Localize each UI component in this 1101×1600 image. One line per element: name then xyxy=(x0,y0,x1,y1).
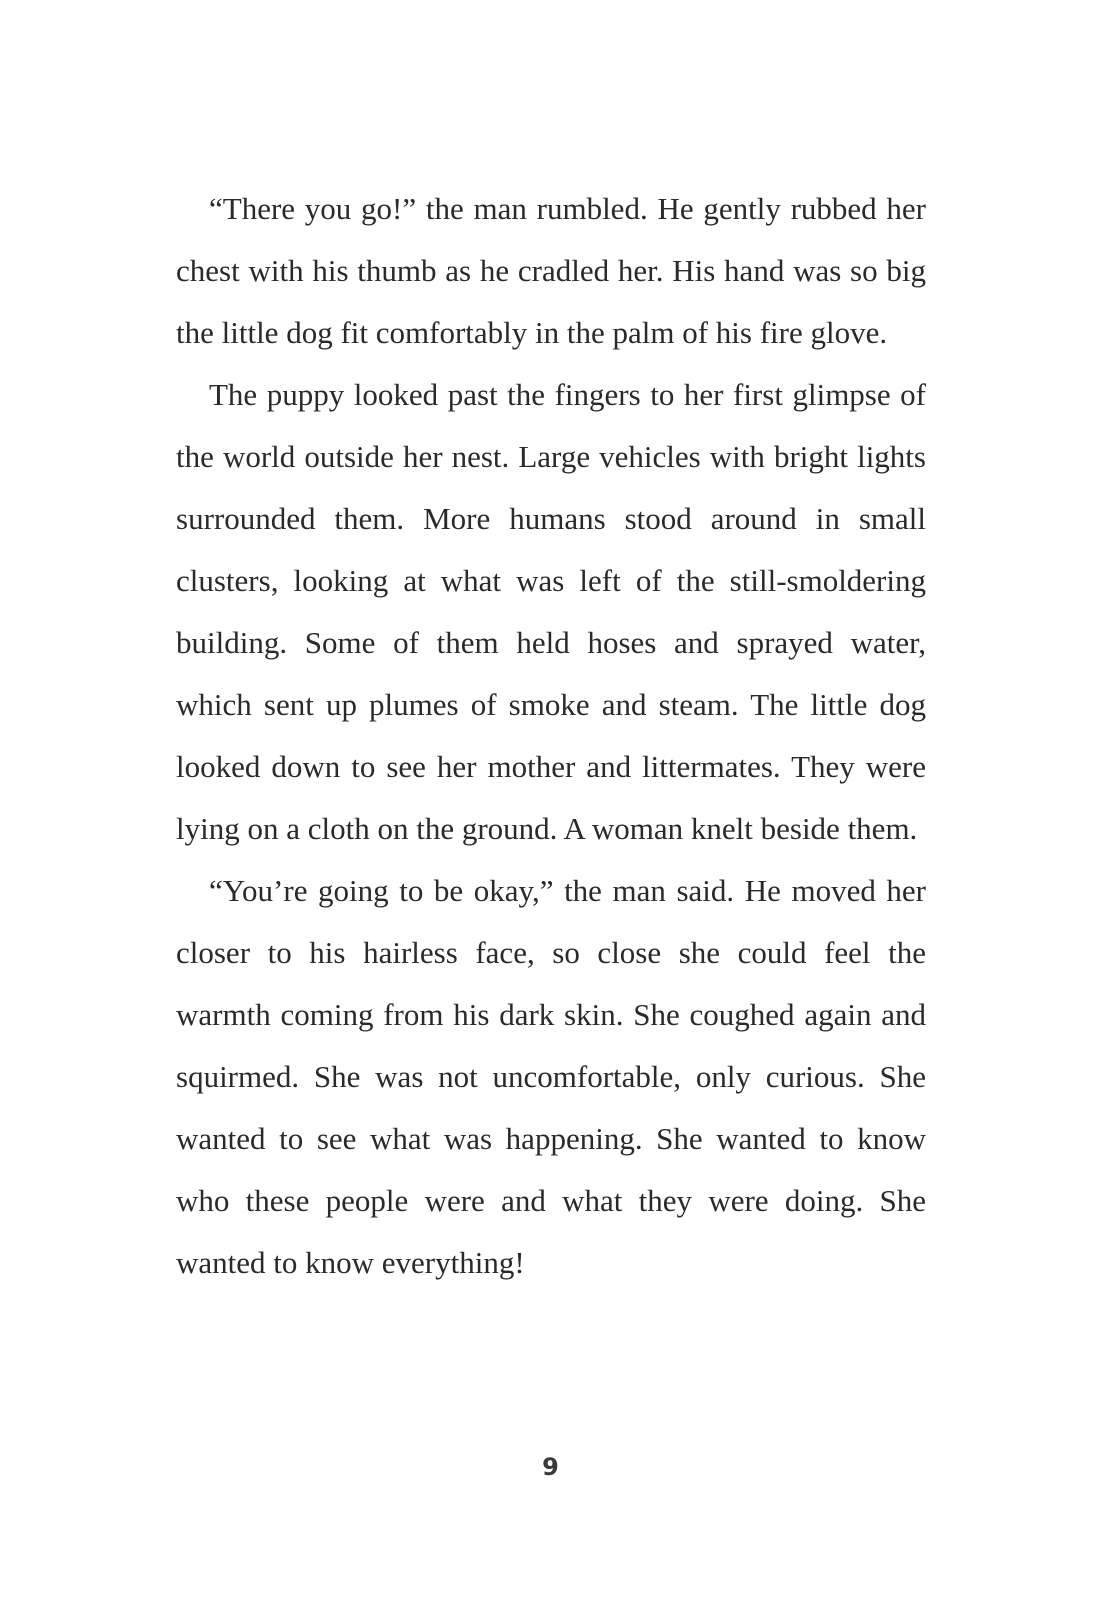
page-number: 9 xyxy=(542,1453,559,1481)
body-text xyxy=(176,178,926,1294)
paragraph-1: “There you go!” the man rumbled. He gently rubbed her chest with his thumb as he cradled her. His hand was so big the little dog fit comfortably in the palm of his fire glove. xyxy=(176,191,926,350)
paragraph-3: “You’re going to be okay,” the man said. He moved her closer to his hairless face, so close she could feel the warmth coming from his dark skin. She coughed again and squirmed. She was not uncomfortable, only curious. She wanted to see what was happening. She wanted to know who these people were and what they were doing. She wanted to know everything! xyxy=(176,873,926,1280)
paragraph-2: The puppy looked past the fingers to her first glimpse of the world outside her nest. Large vehicles with bright lights surrounded them. More humans stood around in small clusters, looking at what was left of the still-smoldering building. Some of them held hoses and sprayed water, which sent up plumes of smoke and steam. The little dog looked down to see her mother and littermates. They were lying on a cloth on the ground. A woman knelt beside them. xyxy=(176,377,926,846)
